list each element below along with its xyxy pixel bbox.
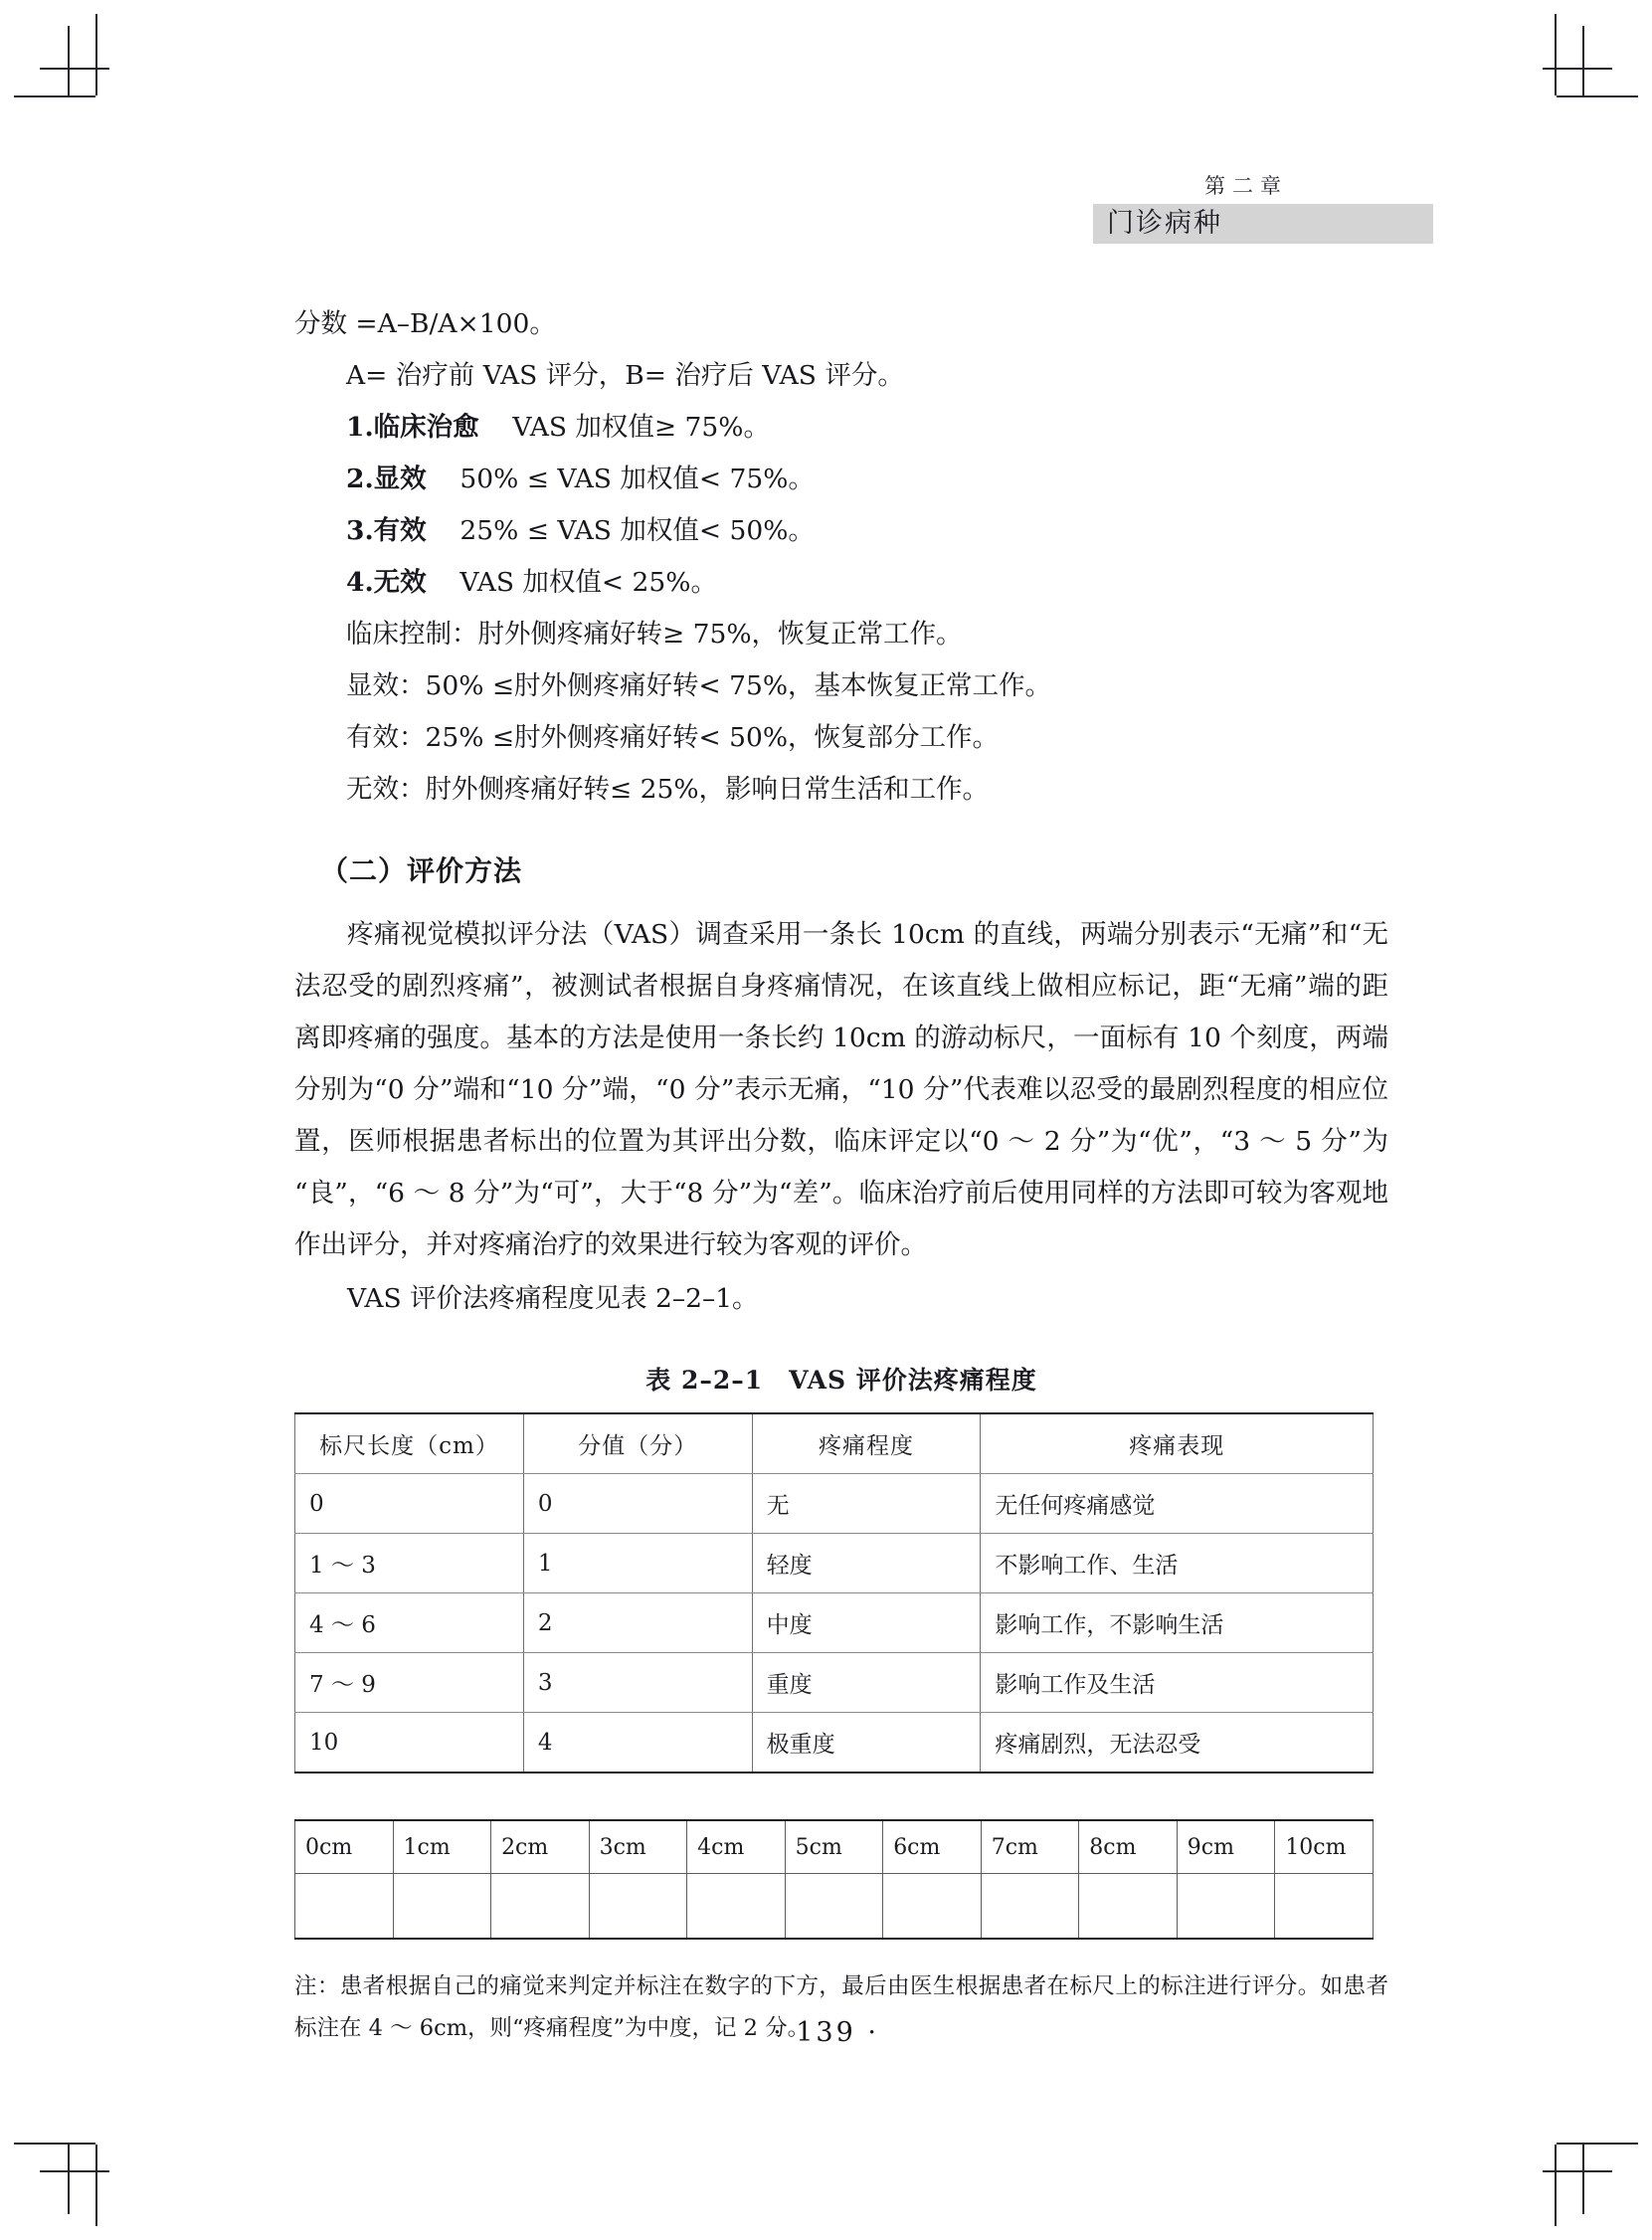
ruler-annotation-cell[interactable]	[1177, 1874, 1275, 1940]
table-body	[295, 1474, 1374, 1773]
grade-2-criterion: 50% ≤ VAS 加权值< 75%。	[459, 464, 815, 494]
running-head-chapter: 第二章	[1204, 174, 1288, 198]
ruler-annotation-cell[interactable]	[1079, 1874, 1178, 1940]
ruler-annotation-cell[interactable]	[883, 1874, 982, 1940]
grade-3-number: 3.	[346, 515, 374, 546]
ruler-annotation-cell[interactable]	[981, 1874, 1079, 1940]
ruler-mark-cell: 9cm	[1177, 1820, 1275, 1874]
cell-pain-manifestation: 不影响工作、生活	[981, 1534, 1374, 1593]
cell-score: 2	[523, 1593, 752, 1653]
ruler-annotation-cell[interactable]	[393, 1874, 491, 1940]
page-content	[294, 298, 1388, 2049]
crop-mark-bottom-right-icon	[1543, 2131, 1638, 2226]
table-row	[295, 1534, 1374, 1593]
ruler-mark-cell: 5cm	[785, 1820, 883, 1874]
cell-pain-degree: 中度	[752, 1593, 981, 1653]
crop-mark-top-right-icon	[1543, 14, 1638, 109]
ruler-mark-cell: 4cm	[687, 1820, 786, 1874]
ruler-annotation-cell[interactable]	[589, 1874, 687, 1940]
ruler-mark-cell: 7cm	[981, 1820, 1079, 1874]
running-head	[1093, 175, 1433, 244]
cell-score: 0	[523, 1474, 752, 1534]
grade-3-label: 有效	[373, 515, 427, 546]
crop-mark-top-left-icon	[14, 14, 109, 109]
table-caption: 表 2–2–1 VAS 评价法疼痛程度	[645, 1366, 1037, 1395]
cell-score: 4	[523, 1713, 752, 1773]
cell-pain-manifestation: 影响工作及生活	[981, 1653, 1374, 1713]
ruler-mark-cell: 2cm	[491, 1820, 590, 1874]
ruler-annotation-cell[interactable]	[295, 1874, 394, 1940]
ruler-mark-cell: 1cm	[393, 1820, 491, 1874]
running-head-section: 门诊病种	[1093, 204, 1433, 244]
outcome-line-4: 无效：肘外侧疼痛好转≤ 25%，影响日常生活和工作。	[346, 774, 990, 805]
ruler-body	[295, 1820, 1374, 1939]
column-header-pain-manifestation: 疼痛表现	[981, 1413, 1374, 1474]
table-note: 注：患者根据自己的痛觉来判定并标注在数字的下方，最后由医生根据患者在标尺上的标注进行评分。如患者标注在 4 ～ 6cm，则“疼痛程度”为中度，记 2 分。	[294, 1973, 1388, 2041]
vas-ruler-table	[294, 1819, 1374, 1940]
cell-scale-length: 0	[295, 1474, 524, 1534]
cell-pain-manifestation: 影响工作，不影响生活	[981, 1593, 1374, 1653]
cell-pain-manifestation: 疼痛剧烈，无法忍受	[981, 1713, 1374, 1773]
grade-2-label: 显效	[373, 464, 427, 494]
vas-pain-table	[294, 1412, 1374, 1773]
ruler-mark-cell: 8cm	[1079, 1820, 1178, 1874]
grade-1-criterion: VAS 加权值≥ 75%。	[512, 412, 770, 443]
page-folio: · 139 ·	[773, 2017, 879, 2048]
grade-4-label: 无效	[373, 567, 427, 598]
cell-pain-degree: 重度	[752, 1653, 981, 1713]
table-row	[295, 1653, 1374, 1713]
main-paragraph: 疼痛视觉模拟评分法（VAS）调查采用一条长 10cm 的直线，两端分别表示“无痛”和“无法忍受的剧烈疼痛”，被测试者根据自身疼痛情况，在该直线上做相应标记，距“无痛”端的距离即疼痛的强度。基本的方法是使用一条长约 10cm 的游动标尺，一面标有 10 个刻度，两端分别为“0 分”端和“10 分”端，“0 分”表示无痛，“10 分”代表难以忍受的最剧烈程度的相应位置，医师根据患者标出的位置为其评出分数，临床评定以“0 ～ 2 分”为“优”，“3 ～ 5 分”为“良”，“6 ～ 8 分”为“可”，大于“8 分”为“差”。临床治疗前后使用同样的方法即可较为客观地作出评分，并对疼痛治疗的效果进行较为客观的评价。	[294, 919, 1388, 1260]
cell-pain-degree: 极重度	[752, 1713, 981, 1773]
cell-pain-degree: 轻度	[752, 1534, 981, 1593]
ruler-annotation-cell[interactable]	[491, 1874, 590, 1940]
cell-score: 1	[523, 1534, 752, 1593]
cell-score: 3	[523, 1653, 752, 1713]
column-header-pain-degree: 疼痛程度	[752, 1413, 981, 1474]
cell-scale-length: 4 ～ 6	[295, 1593, 524, 1653]
crop-mark-bottom-left-icon	[14, 2131, 109, 2226]
table-row	[295, 1593, 1374, 1653]
ruler-annotation-cell[interactable]	[687, 1874, 786, 1940]
ruler-annotation-cell[interactable]	[1275, 1874, 1374, 1940]
cell-scale-length: 7 ～ 9	[295, 1653, 524, 1713]
ruler-mark-cell: 10cm	[1275, 1820, 1374, 1874]
table-reference-line: VAS 评价法疼痛程度见表 2–2–1。	[347, 1283, 759, 1314]
ruler-annotation-row	[295, 1874, 1374, 1940]
ruler-mark-cell: 3cm	[589, 1820, 687, 1874]
grade-item-2	[294, 454, 1388, 505]
cell-scale-length: 10	[295, 1713, 524, 1773]
grade-item-4	[294, 557, 1388, 609]
formula-line: 分数 =A–B/A×100。	[294, 308, 556, 339]
grade-1-number: 1.	[346, 412, 374, 443]
cell-pain-degree: 无	[752, 1474, 981, 1534]
table-row	[295, 1713, 1374, 1773]
cell-scale-length: 1 ～ 3	[295, 1534, 524, 1593]
grade-2-number: 2.	[346, 464, 374, 494]
cell-pain-manifestation: 无任何疼痛感觉	[981, 1474, 1374, 1534]
ruler-marks-row	[295, 1820, 1374, 1874]
outcome-line-2: 显效：50% ≤肘外侧疼痛好转< 75%，基本恢复正常工作。	[346, 670, 1052, 701]
grade-item-1	[294, 402, 1388, 454]
grade-3-criterion: 25% ≤ VAS 加权值< 50%。	[459, 515, 815, 546]
section-heading: （二）评价方法	[320, 854, 523, 887]
outcome-line-1: 临床控制：肘外侧疼痛好转≥ 75%，恢复正常工作。	[346, 619, 963, 650]
grade-1-label: 临床治愈	[373, 412, 479, 443]
grade-4-criterion: VAS 加权值< 25%。	[459, 567, 717, 598]
column-header-scale-length: 标尺长度（cm）	[295, 1413, 524, 1474]
column-header-score: 分值（分）	[523, 1413, 752, 1474]
outcome-line-3: 有效：25% ≤肘外侧疼痛好转< 50%，恢复部分工作。	[346, 722, 1000, 753]
ruler-annotation-cell[interactable]	[785, 1874, 883, 1940]
grade-4-number: 4.	[346, 567, 374, 598]
definition-line: A= 治疗前 VAS 评分，B= 治疗后 VAS 评分。	[346, 360, 904, 391]
grade-item-3	[294, 505, 1388, 557]
table-header	[295, 1413, 1374, 1474]
table-header-row	[295, 1413, 1374, 1474]
ruler-mark-cell: 0cm	[295, 1820, 394, 1874]
table-row	[295, 1474, 1374, 1534]
ruler-mark-cell: 6cm	[883, 1820, 982, 1874]
